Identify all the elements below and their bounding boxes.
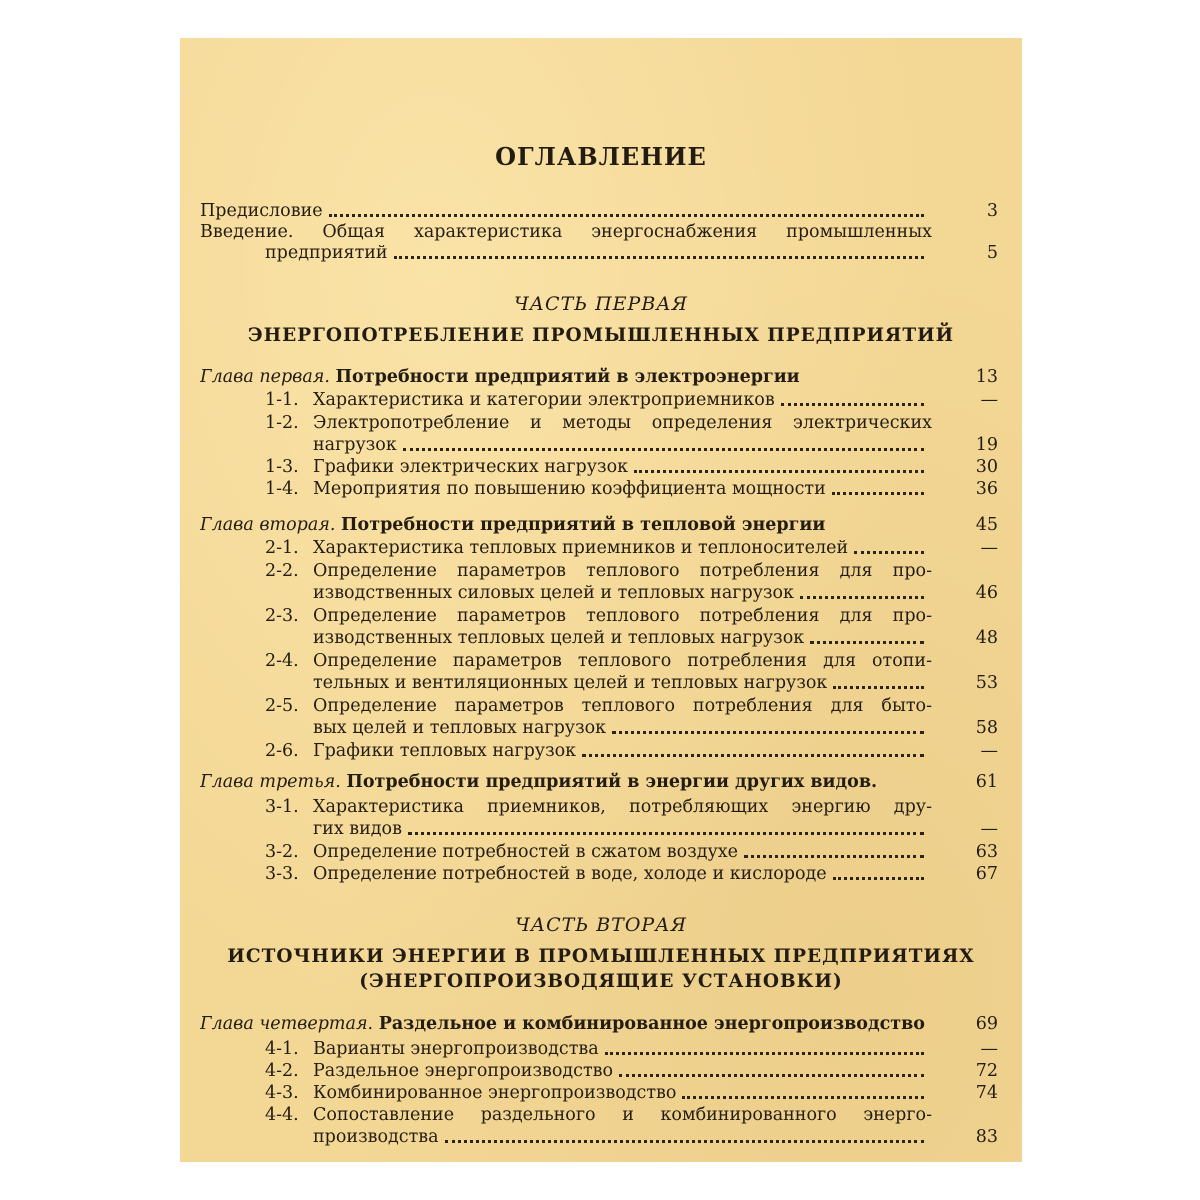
entry-text: Определение параметров теплового потребления для про- (313, 606, 932, 626)
toc-chapter-3 (200, 771, 930, 793)
page-number: — (980, 390, 998, 410)
leader-dots (612, 730, 924, 734)
page-number: 5 (986, 243, 998, 263)
section-number: 2-6. (265, 741, 299, 761)
toc-section (265, 1038, 930, 1060)
chapter-title: Потребности предприятий в тепловой энергии (341, 515, 826, 535)
part-title: ИСТОЧНИКИ ЭНЕРГИИ В ПРОМЫШЛЕННЫХ ПРЕДПРИЯТИЯХ (227, 946, 975, 967)
leader-dots (832, 491, 924, 495)
section-number: 3-3. (265, 864, 299, 884)
section-number: 4-3. (265, 1083, 299, 1103)
chapter-title: Раздельное и комбинированное энергопроизводство (378, 1014, 925, 1034)
toc-entry-intro-cont (265, 242, 930, 264)
entry-text: нагрузок (313, 435, 397, 455)
toc-section (265, 650, 932, 672)
section-number: 2-4. (265, 651, 299, 671)
section-number: 1-4. (265, 479, 299, 499)
toc-section (265, 740, 930, 762)
toc-section (265, 478, 930, 500)
chapter-label: Глава четвертая. (200, 1014, 374, 1034)
section-number: 4-2. (265, 1061, 299, 1081)
entry-text: Определение параметров теплового потребления для про- (313, 561, 932, 581)
entry-text: изводственных тепловых целей и тепловых нагрузок (313, 628, 805, 648)
toc-section-cont (313, 717, 930, 739)
section-number: 2-2. (265, 561, 299, 581)
leader-dots (810, 640, 924, 644)
entry-text: Характеристика тепловых приемников и теплоносителей (313, 538, 849, 558)
entry-text: предприятий (265, 243, 388, 263)
chapter-label: Глава вторая. (200, 515, 336, 535)
page-number: 46 (975, 583, 998, 603)
toc-chapter-2 (200, 514, 930, 536)
toc-section-cont (313, 434, 930, 456)
toc-section (265, 456, 930, 478)
section-number: 4-4. (265, 1105, 299, 1125)
page-number: 53 (975, 673, 998, 693)
toc-section-cont (313, 672, 930, 694)
page-number: 72 (975, 1061, 998, 1081)
leader-dots (854, 550, 924, 554)
page-number: 63 (975, 842, 998, 862)
page-title: ОГЛАВЛЕНИЕ (495, 142, 707, 171)
toc-section (265, 863, 930, 885)
toc-section (265, 537, 930, 559)
chapter-label: Глава первая. (200, 367, 330, 387)
toc-section (265, 389, 930, 411)
entry-text: Введение. Общая характеристика энергоснабжения промышленных (200, 222, 932, 242)
page-number: 58 (975, 718, 998, 738)
part-title: ЭНЕРГОПОТРЕБЛЕНИЕ ПРОМЫШЛЕННЫХ ПРЕДПРИЯТИЙ (247, 325, 955, 346)
leader-dots (781, 402, 924, 406)
part-subtitle: (ЭНЕРГОПРОИЗВОДЯЩИЕ УСТАНОВКИ) (359, 971, 843, 992)
leader-dots (682, 1095, 924, 1099)
entry-text: Предисловие (200, 201, 323, 221)
chapter-title: Потребности предприятий в электроэнергии (335, 367, 800, 387)
chapter-title: Потребности предприятий в энергии других видов. (346, 772, 878, 792)
toc-section-cont (313, 818, 930, 840)
toc-section-cont (313, 627, 930, 649)
page-number: 30 (975, 457, 998, 477)
entry-text: Определение параметров теплового потребления для отопи- (313, 651, 932, 671)
section-number: 3-2. (265, 842, 299, 862)
page-number: 36 (975, 479, 998, 499)
part-label: ЧАСТЬ ВТОРАЯ (515, 914, 687, 936)
toc-entry-intro (200, 221, 932, 243)
page-number: 48 (975, 628, 998, 648)
leader-dots (833, 685, 924, 689)
leader-dots (800, 595, 924, 599)
page-number: — (980, 1039, 998, 1059)
page-number: 19 (975, 435, 998, 455)
table-of-contents (180, 38, 1022, 1162)
toc-section (265, 796, 932, 818)
entry-text: Варианты энергопроизводства (313, 1039, 599, 1059)
toc-section (265, 1104, 932, 1126)
section-number: 2-5. (265, 696, 299, 716)
section-number: 1-1. (265, 390, 299, 410)
toc-section (265, 560, 932, 582)
section-number: 3-1. (265, 797, 299, 817)
toc-section (265, 1082, 930, 1104)
page-number: 61 (975, 772, 998, 792)
toc-section-cont (313, 582, 930, 604)
toc-section (265, 412, 932, 434)
page-number: 45 (975, 515, 998, 535)
entry-text: гих видов (313, 819, 402, 839)
leader-dots (408, 831, 924, 835)
chapter-label: Глава третья. (200, 772, 341, 792)
toc-chapter-4 (200, 1013, 930, 1035)
leader-dots (619, 1073, 924, 1077)
entry-text: Характеристика и категории электроприемников (313, 390, 775, 410)
toc-section (265, 1060, 930, 1082)
leader-dots (605, 1051, 924, 1055)
entry-text: Характеристика приемников, потребляющих энергию дру- (313, 797, 932, 817)
toc-section (265, 695, 932, 717)
entry-text: вых целей и тепловых нагрузок (313, 718, 607, 738)
page-number: — (980, 819, 998, 839)
leader-dots (445, 1139, 924, 1143)
entry-text: Графики электрических нагрузок (313, 457, 629, 477)
entry-text: Комбинированное энергопроизводство (313, 1083, 677, 1103)
part-label: ЧАСТЬ ПЕРВАЯ (513, 293, 689, 315)
page-number: 83 (975, 1127, 998, 1147)
book-page (180, 38, 1022, 1162)
entry-text: производства (313, 1127, 439, 1147)
leader-dots (833, 876, 924, 880)
leader-dots (634, 469, 924, 473)
toc-entry-preface (200, 200, 930, 222)
entry-text: Определение потребностей в сжатом воздухе (313, 842, 739, 862)
entry-text: Раздельное энергопроизводство (313, 1061, 614, 1081)
page-number: — (980, 538, 998, 558)
entry-text: Определение параметров теплового потребления для быто- (313, 696, 932, 716)
page-number: — (980, 741, 998, 761)
section-number: 1-2. (265, 413, 299, 433)
leader-dots (403, 447, 924, 451)
entry-text: Мероприятия по повышению коэффициента мощности (313, 479, 826, 499)
section-number: 4-1. (265, 1039, 299, 1059)
entry-text: Сопоставление раздельного и комбинированного энерго- (313, 1105, 932, 1125)
page-number: 13 (975, 367, 998, 387)
toc-section (265, 605, 932, 627)
page-number: 74 (975, 1083, 998, 1103)
entry-text: Графики тепловых нагрузок (313, 741, 577, 761)
leader-dots (329, 213, 924, 217)
page-number: 3 (986, 201, 998, 221)
entry-text: изводственных силовых целей и тепловых нагрузок (313, 583, 794, 603)
leader-dots (582, 753, 924, 757)
leader-dots (394, 255, 924, 259)
entry-text: Определение потребностей в воде, холоде и кислороде (313, 864, 827, 884)
entry-text: тельных и вентиляционных целей и тепловых нагрузок (313, 673, 828, 693)
toc-section-cont (313, 1126, 930, 1148)
entry-text: Электропотребление и методы определения электрических (313, 413, 932, 433)
section-number: 2-1. (265, 538, 299, 558)
section-number: 2-3. (265, 606, 299, 626)
toc-chapter-1 (200, 366, 930, 388)
page-number: 67 (975, 864, 998, 884)
leader-dots (744, 854, 924, 858)
section-number: 1-3. (265, 457, 299, 477)
page-number: 69 (975, 1014, 998, 1034)
toc-section (265, 841, 930, 863)
